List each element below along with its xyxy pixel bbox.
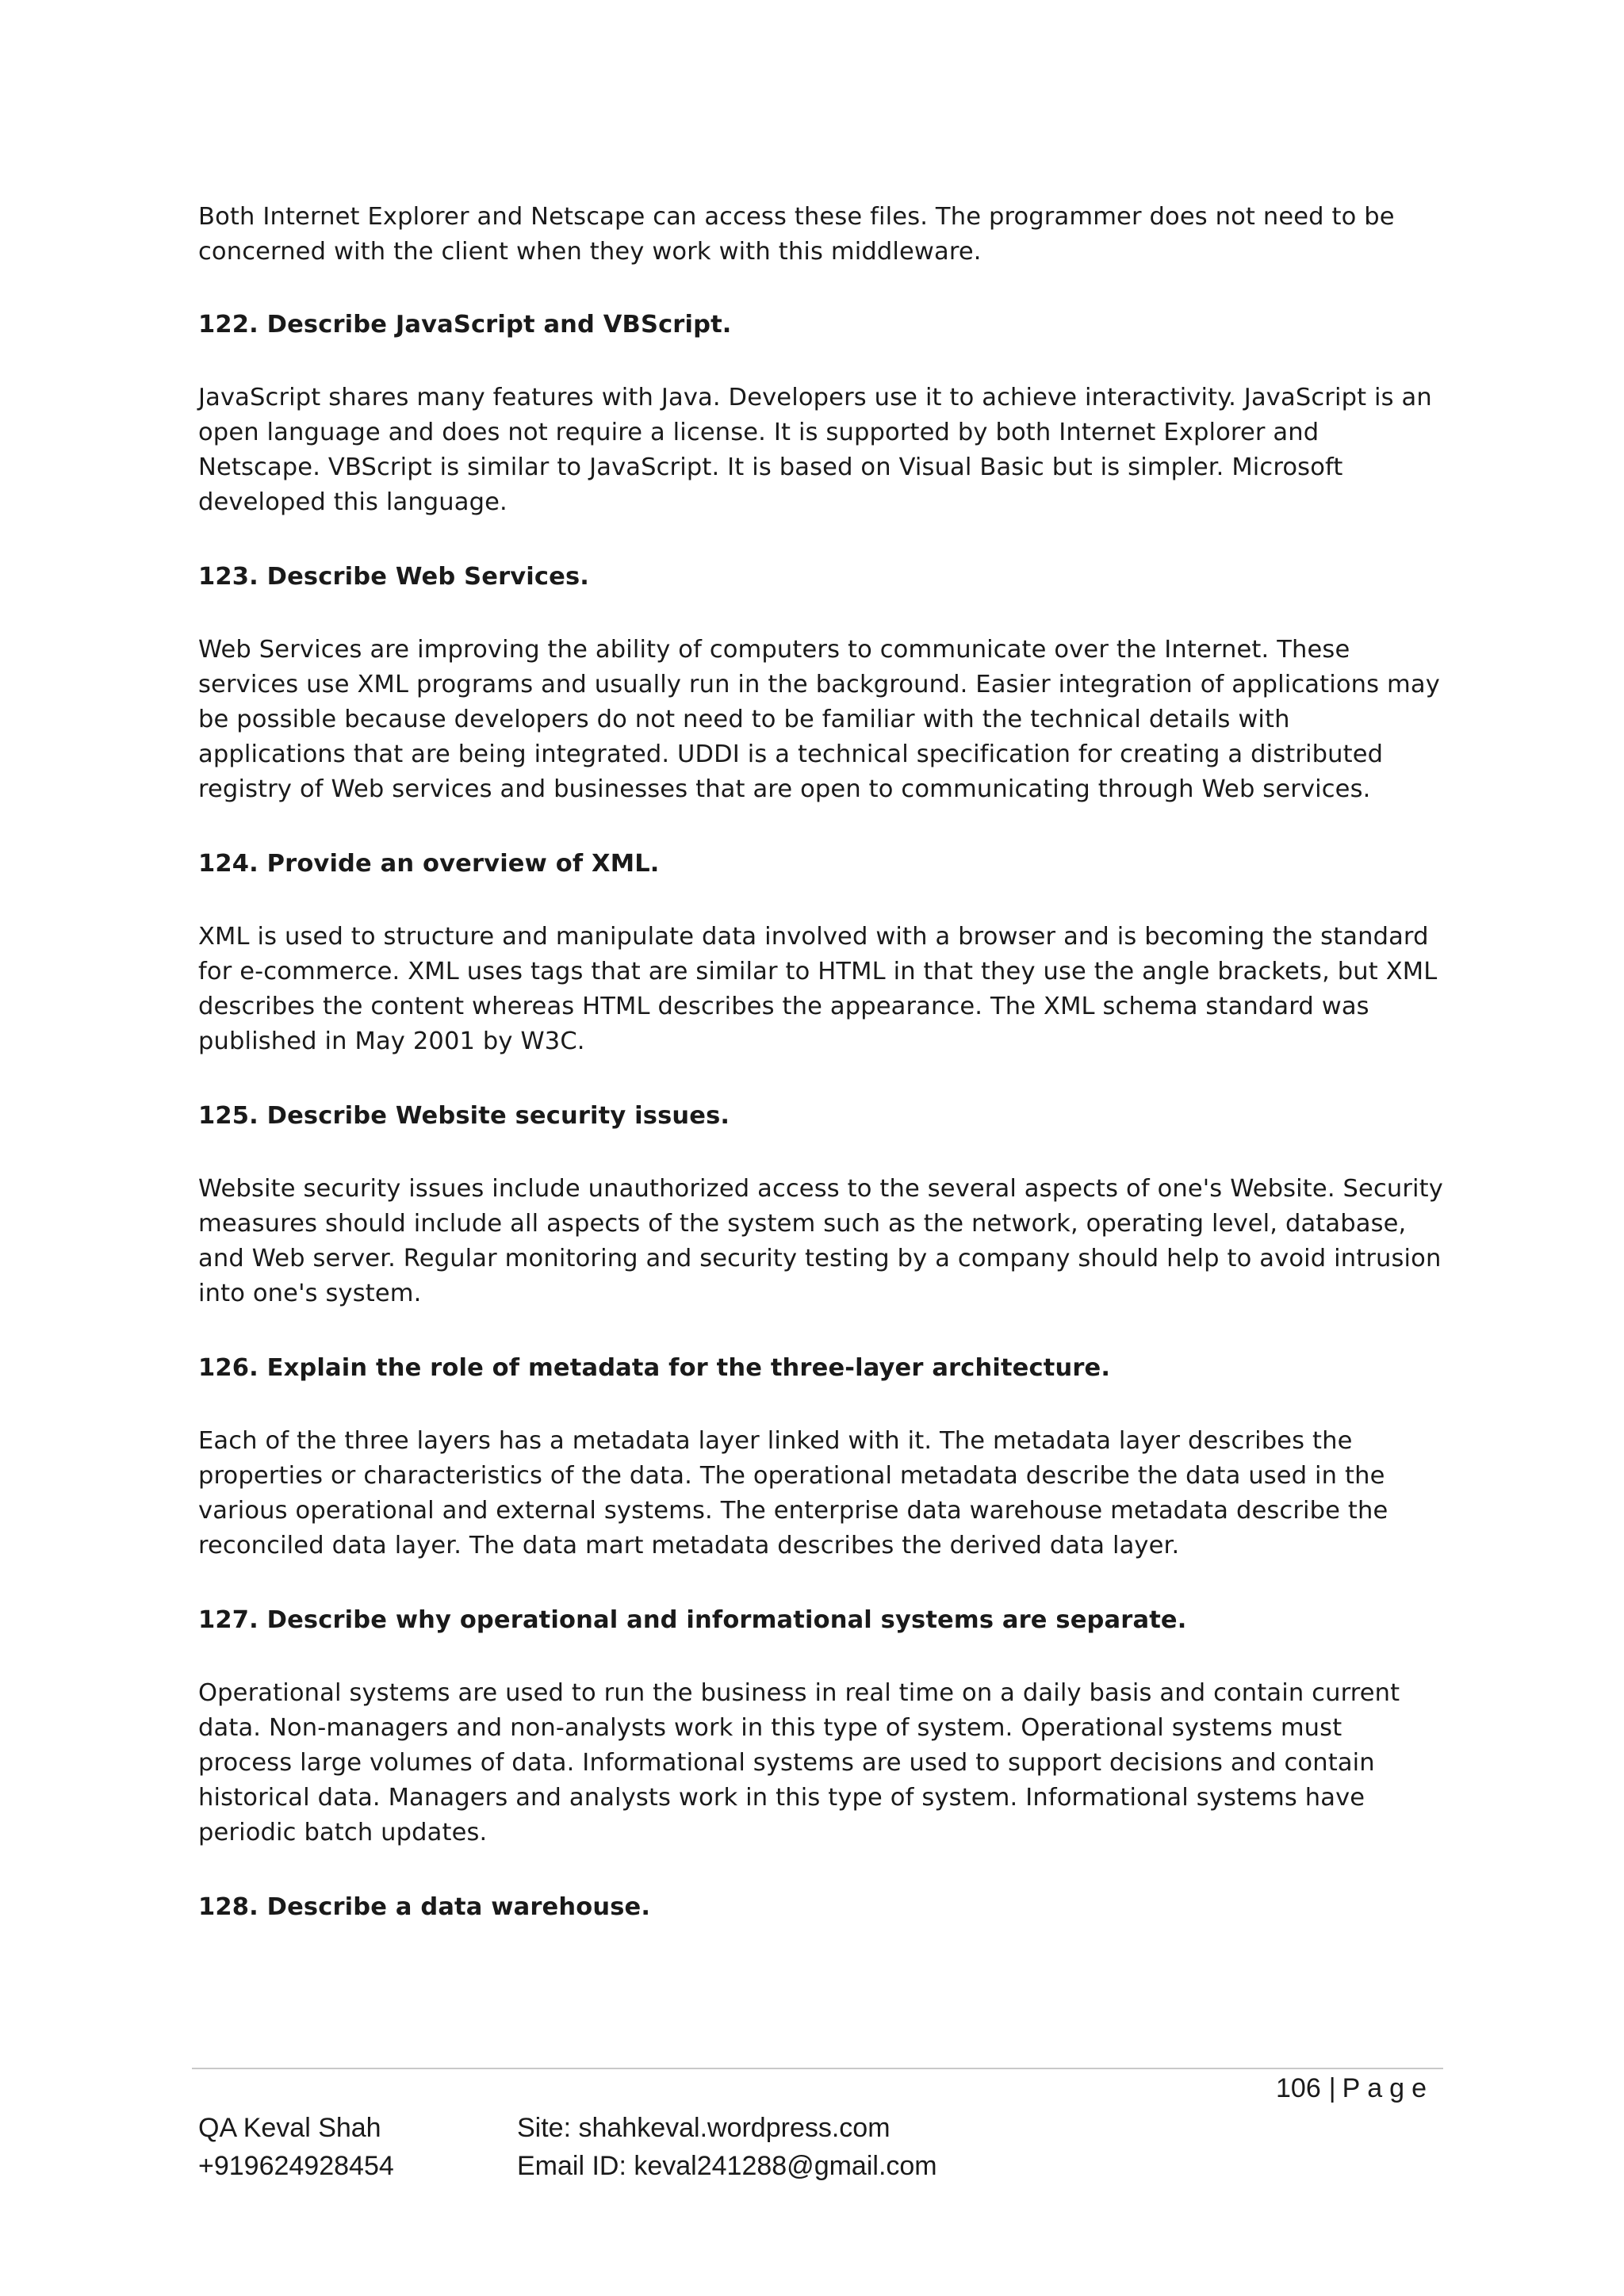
footer-author-block xyxy=(198,2109,394,2185)
intro-paragraph: Both Internet Explorer and Netscape can access these files. The programmer does not need to be concerned with the client when they work with this middleware. xyxy=(198,203,1395,266)
question-124-heading: 124. Provide an overview of XML. xyxy=(198,850,660,878)
answer-127-paragraph: Operational systems are used to run the business in real time on a daily basis and contain current data. Non-managers and non-analysts work in this type of system. Operational systems must process large volumes of data. Informational systems are used to support decisions and contain historical data. Managers and analysts work in this type of system. Informational systems have periodic batch updates. xyxy=(198,1679,1400,1846)
footer-author: QA Keval Shah xyxy=(198,2113,381,2143)
page-number-separator: | xyxy=(1328,2073,1336,2103)
footer-phone: +919624928454 xyxy=(198,2151,394,2181)
question-126-heading: 126. Explain the role of metadata for the three-layer architecture. xyxy=(198,1354,1111,1382)
footer-site: Site: shahkeval.wordpress.com xyxy=(517,2113,891,2143)
question-127-heading: 127. Describe why operational and informational systems are separate. xyxy=(198,1606,1187,1634)
page-label: Page xyxy=(1342,2073,1434,2103)
answer-126-paragraph: Each of the three layers has a metadata layer linked with it. The metadata layer describes the properties or characteristics of the data. The operational metadata describe the data used in the various operational and external systems. The enterprise data warehouse metadata describe the reconciled data layer. The data mart metadata describes the derived data layer. xyxy=(198,1427,1388,1559)
footer-contact-block xyxy=(517,2109,937,2185)
question-122-heading: 122. Describe JavaScript and VBScript. xyxy=(198,311,732,339)
page-number xyxy=(1276,2071,1434,2106)
footer-email: Email ID: keval241288@gmail.com xyxy=(517,2151,937,2181)
question-123-heading: 123. Describe Web Services. xyxy=(198,563,590,591)
question-128-heading: 128. Describe a data warehouse. xyxy=(198,1893,651,1921)
answer-125-paragraph: Website security issues include unauthorized access to the several aspects of one's Website. Security measures should include all aspects of the system such as the network, operating level, database, and Web server. Regular monitoring and security testing by a company should help to avoid intrusion into one's system. xyxy=(198,1175,1443,1307)
footer-divider xyxy=(192,2068,1443,2069)
answer-122-paragraph: JavaScript shares many features with Java. Developers use it to achieve interactivity. JavaScript is an open language and does not require a license. It is supported by both Internet Explorer and Netscape. VBScript is similar to JavaScript. It is based on Visual Basic but is simpler. Microsoft developed this language. xyxy=(198,384,1432,516)
answer-124-paragraph: XML is used to structure and manipulate data involved with a browser and is becoming the standard for e-commerce. XML uses tags that are similar to HTML in that they use the angle brackets, but XML describes the content whereas HTML describes the appearance. The XML schema standard was published in May 2001 by W3C. xyxy=(198,923,1438,1055)
page-number-value: 106 xyxy=(1276,2073,1321,2103)
answer-123-paragraph: Web Services are improving the ability of computers to communicate over the Internet. These services use XML programs and usually run in the background. Easier integration of applications may be possible because developers do not need to be familiar with the technical details with applications that are being integrated. UDDI is a technical specification for creating a distributed registry of Web services and businesses that are open to communicating through Web services. xyxy=(198,636,1440,803)
page-body xyxy=(198,200,1443,1963)
question-125-heading: 125. Describe Website security issues. xyxy=(198,1102,730,1130)
